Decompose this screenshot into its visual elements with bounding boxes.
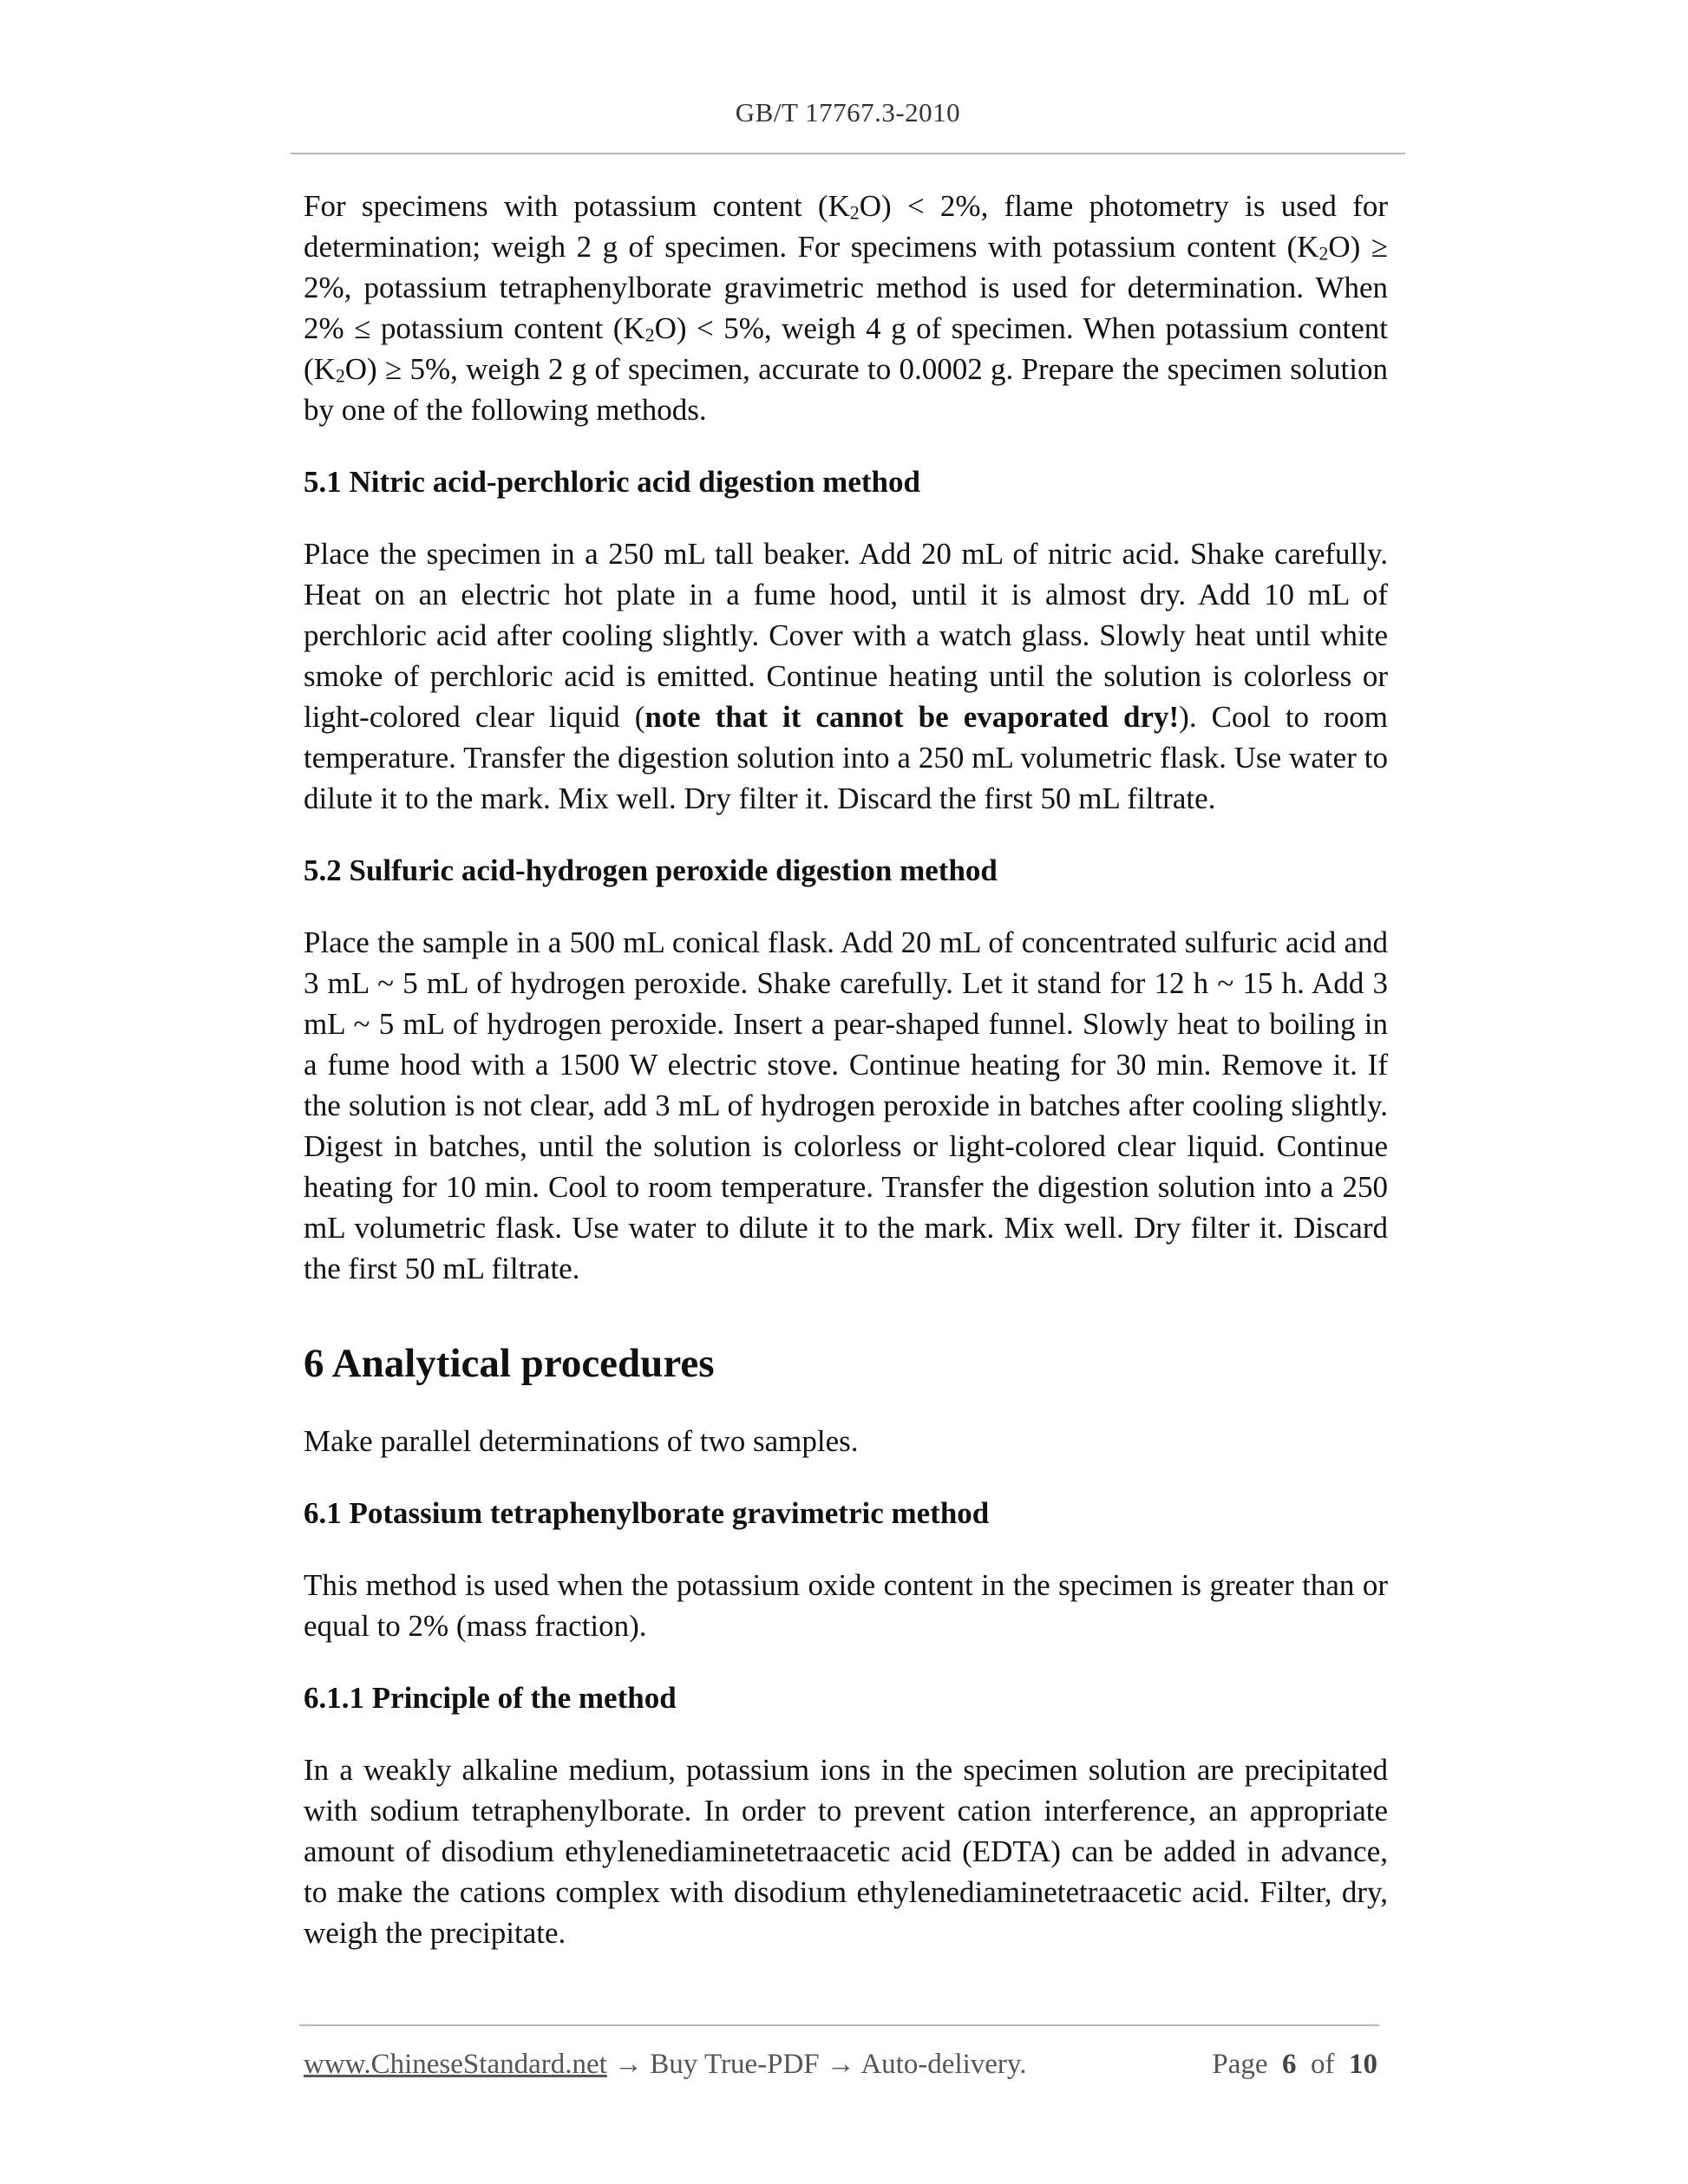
section-6-1-paragraph: This method is used when the potassium oxide content in the specimen is greater than or equal to 2% (mass fraction). — [304, 1568, 1388, 1643]
warning-note: note that it cannot be evaporated dry! — [644, 700, 1180, 734]
header-divider — [291, 153, 1405, 154]
footer-links — [304, 2049, 1027, 2081]
page-content — [304, 186, 1388, 1953]
document-id: GB/T 17767.3-2010 — [735, 97, 961, 128]
buy-pdf-text: Buy True-PDF — [650, 2049, 820, 2080]
section-5-2-paragraph: Place the sample in a 500 mL conical flask. Add 20 mL of concentrated sulfuric acid and 3 mL ~ 5 mL of hydrogen peroxide. Shake carefully. Let it stand for 12 h ~ 15 h. Add 3 mL ~ 5 mL of hydrogen peroxide. Insert a pear-shaped funnel. Slowly heat to boiling in a fume hood with a 1500 W electric stove. Continue heating for 30 min. Remove it. If the solution is not clear, add 3 mL of hydrogen peroxide in batches after cooling slightly. Digest in batches, until the solution is colorless or light-colored clear liquid. Continue heating for 10 min. Cool to room temperature. Transfer the digestion solution into a 250 mL volumetric flask. Use water to dilute it to the mark. Mix well. Dry filter it. Discard the first 50 mL filtrate. — [304, 925, 1388, 1285]
arrow-right-icon: → — [819, 2049, 861, 2080]
arrow-right-icon: → — [606, 2049, 651, 2080]
heading-5-2: 5.2 Sulfuric acid-hydrogen peroxide digestion method — [304, 853, 998, 887]
total-pages: 10 — [1349, 2049, 1377, 2080]
section-6-paragraph: Make parallel determinations of two samples. — [304, 1424, 859, 1458]
section-5-1-paragraph: Place the specimen in a 250 mL tall beaker. Add 20 mL of nitric acid. Shake carefully. Heat on an electric hot plate in a fume hood, until it is almost dry. Add 10 mL of perchloric acid after cooling slightly. Cover with a watch glass. Slowly heat until white smoke of perchloric acid is emitted. Continue heating until the solution is colorless or light-colored clear liquid (note that it cannot be evaporated dry!). Cool to room temperature. Transfer the digestion solution into a 250 mL volumetric flask. Use water to dilute it to the mark. Mix well. Dry filter it. Discard the first 50 mL filtrate. — [304, 537, 1389, 815]
heading-6-1: 6.1 Potassium tetraphenylborate gravimetric method — [304, 1496, 990, 1530]
intro-paragraph: For specimens with potassium content $(K_2O) < 2\%$, flame photometry is used for determination; weigh 2 g of specimen. For specimens with potassium content $(K_2O) \ge 2\%$, potassium tetraphenylborate gravimetric method is used for determination. When 2% ≤ potassium content $(K_2O) < 5\%$, weigh 4 g of specimen. When potassium content $(K_2O) \ge 5\%$, weigh 2 g of specimen, accurate to 0.0002 g. Prepare the specimen solution by one of the following methods. — [304, 189, 1389, 427]
page-number: Page 6 of 10 — [1212, 2049, 1377, 2080]
section-6-1-1-paragraph: In a weakly alkaline medium, potassium ions in the specimen solution are precipitated with sodium tetraphenylborate. In order to prevent cation interference, an appropriate amount of disodium ethylenediaminetetraacetic acid (EDTA) can be added in advance, to make the cations complex with disodium ethylenediaminetetraacetic acid. Filter, dry, weigh the precipitate. — [304, 1753, 1388, 1950]
heading-6-1-1: 6.1.1 Principle of the method — [304, 1681, 677, 1715]
site-link[interactable]: www.ChineseStandard.net — [304, 2049, 607, 2080]
footer-divider — [299, 2024, 1379, 2026]
heading-6: 6 Analytical procedures — [304, 1341, 715, 1386]
heading-5-1: 5.1 Nitric acid-perchloric acid digestion method — [304, 465, 920, 499]
auto-delivery-text: Auto-delivery. — [860, 2049, 1027, 2080]
current-page: 6 — [1282, 2049, 1297, 2080]
page-header — [291, 97, 1405, 128]
